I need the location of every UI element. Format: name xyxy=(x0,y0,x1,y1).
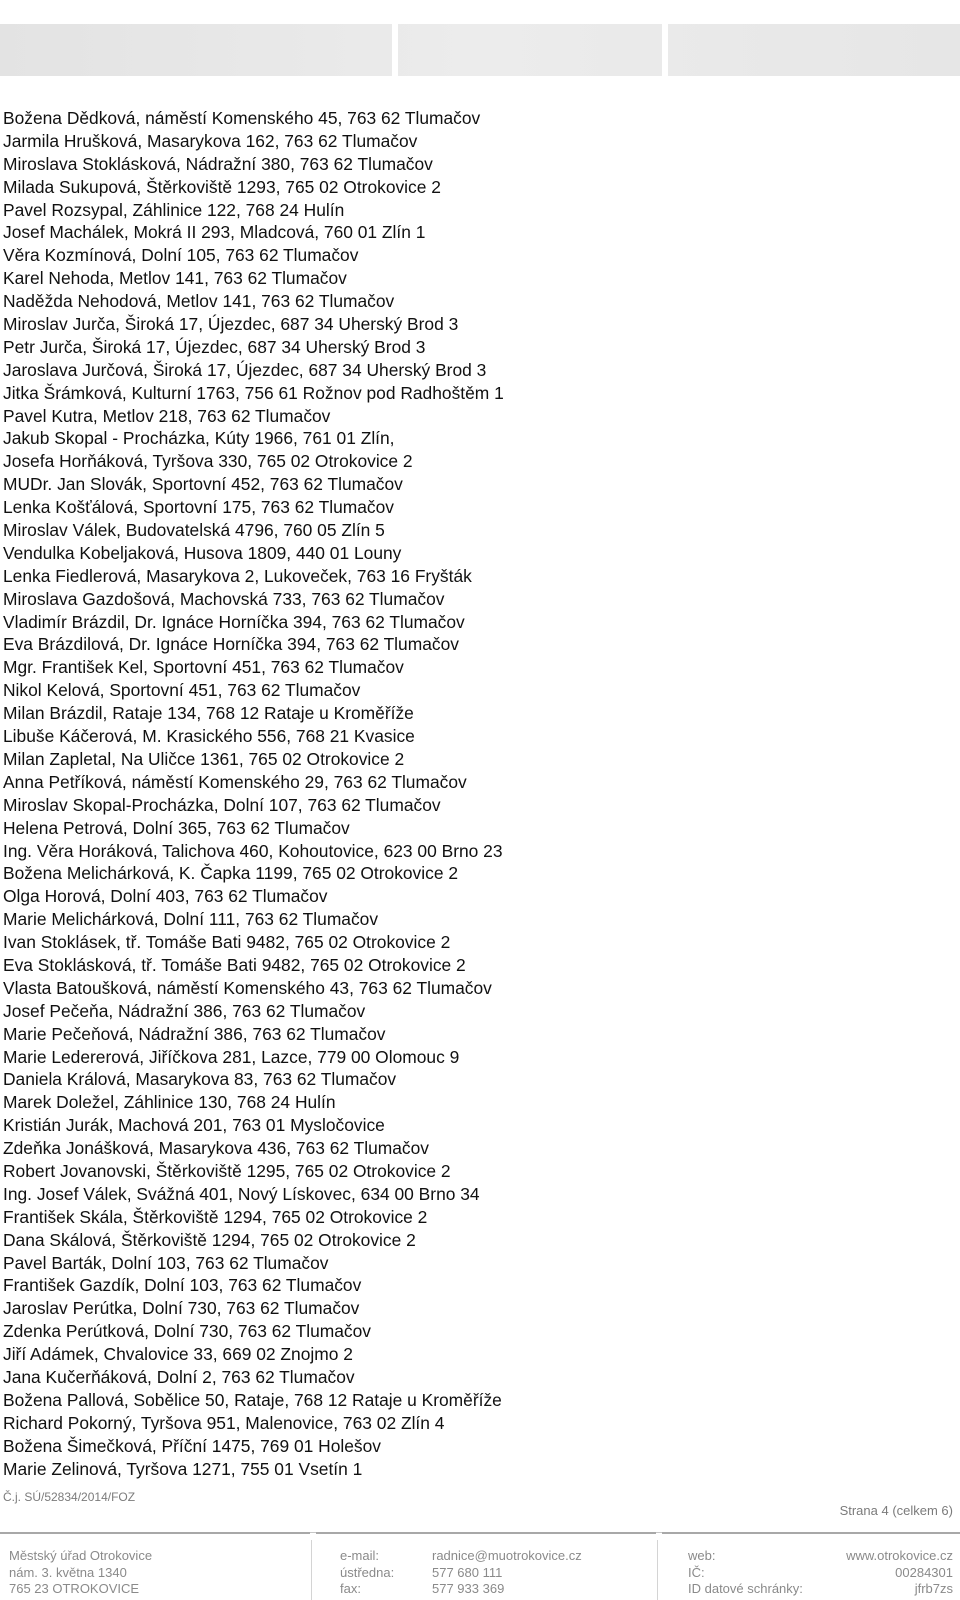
footer-rule-segment xyxy=(316,1532,656,1534)
document-reference: Č.j. SÚ/52834/2014/FOZ xyxy=(3,1490,136,1504)
address-entry: Marie Ledererová, Jiříčkova 281, Lazce, 779 00 Olomouc 9 xyxy=(3,1046,460,1067)
footer-ic-value: 00284301 xyxy=(895,1564,953,1580)
address-entry: Jitka Šrámková, Kulturní 1763, 756 61 Rožnov pod Radhoštěm 1 xyxy=(3,382,504,403)
address-entry: Eva Brázdilová, Dr. Ignáce Horníčka 394, 763 62 Tlumačov xyxy=(3,634,459,655)
address-entry: Anna Petříková, náměstí Komenského 29, 763 62 Tlumačov xyxy=(3,771,467,792)
footer-office-street: nám. 3. května 1340 xyxy=(9,1564,127,1580)
address-entry: Pavel Barták, Dolní 103, 763 62 Tlumačov xyxy=(3,1252,329,1273)
address-entry: Věra Kozmínová, Dolní 105, 763 62 Tlumačov xyxy=(3,245,359,266)
address-entry: Kristián Jurák, Machová 201, 763 01 Mysločovice xyxy=(3,1115,385,1136)
address-entry: Vladimír Brázdil, Dr. Ignáce Horníčka 394, 763 62 Tlumačov xyxy=(3,611,465,632)
footer-rule-segment xyxy=(0,1532,310,1534)
address-entry: František Skála, Štěrkoviště 1294, 765 02 Otrokovice 2 xyxy=(3,1206,428,1227)
address-entry: Zdeňka Jonášková, Masarykova 436, 763 62 Tlumačov xyxy=(3,1138,429,1159)
address-entry: Josef Machálek, Mokrá II 293, Mladcová, 760 01 Zlín 1 xyxy=(3,222,426,243)
address-entry: Dana Skálová, Štěrkoviště 1294, 765 02 Otrokovice 2 xyxy=(3,1229,416,1250)
address-entry: Richard Pokorný, Tyršova 951, Malenovice, 763 02 Zlín 4 xyxy=(3,1412,445,1433)
address-list xyxy=(3,107,504,1480)
footer-phone-value: 577 680 111 xyxy=(432,1564,503,1580)
address-entry: František Gazdík, Dolní 103, 763 62 Tlumačov xyxy=(3,1275,362,1296)
address-entry: Pavel Kutra, Metlov 218, 763 62 Tlumačov xyxy=(3,405,331,426)
address-entry: Miroslav Jurča, Široká 17, Újezdec, 687 34 Uherský Brod 3 xyxy=(3,314,459,335)
footer-databox-value: jfrb7zs xyxy=(914,1581,953,1596)
footer-fax-value: 577 933 369 xyxy=(432,1581,505,1596)
footer-office-city: 765 23 OTROKOVICE xyxy=(9,1581,140,1596)
address-entry: Ivan Stoklásek, tř. Tomáše Bati 9482, 765 02 Otrokovice 2 xyxy=(3,932,451,953)
footer-fax-label: fax: xyxy=(340,1581,361,1596)
footer-contact-values xyxy=(432,1548,582,1598)
address-entry: Helena Petrová, Dolní 365, 763 62 Tlumačov xyxy=(3,817,350,838)
address-entry: Božena Melichárková, K. Čapka 1199, 765 02 Otrokovice 2 xyxy=(3,863,458,884)
address-entry: Pavel Rozsypal, Záhlinice 122, 768 24 Hulín xyxy=(3,199,345,220)
footer-rule-segment xyxy=(662,1532,960,1534)
address-entry: Miroslava Gazdošová, Machovská 733, 763 62 Tlumačov xyxy=(3,588,445,609)
footer-contact-labels xyxy=(340,1548,394,1598)
footer-divider xyxy=(657,1540,658,1600)
address-entry: Jiří Adámek, Chvalovice 33, 669 02 Znojmo 2 xyxy=(3,1344,353,1365)
footer-web-label: web: xyxy=(688,1548,716,1563)
footer-office xyxy=(9,1548,152,1598)
address-entry: MUDr. Jan Slovák, Sportovní 452, 763 62 Tlumačov xyxy=(3,474,403,495)
footer-email-link[interactable]: radnice@muotrokovice.cz xyxy=(432,1548,582,1563)
address-entry: Milan Zapletal, Na Uličce 1361, 765 02 Otrokovice 2 xyxy=(3,748,405,769)
address-entry: Božena Pallová, Sobělice 50, Rataje, 768 12 Rataje u Kroměříže xyxy=(3,1389,502,1410)
address-entry: Vendulka Kobeljaková, Husova 1809, 440 01 Louny xyxy=(3,542,402,563)
address-entry: Milan Brázdil, Rataje 134, 768 12 Rataje u Kroměříže xyxy=(3,703,414,724)
address-entry: Jana Kučerňáková, Dolní 2, 763 62 Tlumačov xyxy=(3,1366,355,1387)
address-entry: Lenka Fiedlerová, Masarykova 2, Lukoveček, 763 16 Fryšták xyxy=(3,565,472,586)
address-entry: Miroslav Skopal-Procházka, Dolní 107, 763 62 Tlumačov xyxy=(3,794,441,815)
footer-info-values xyxy=(846,1548,953,1598)
address-entry: Jaroslav Perútka, Dolní 730, 763 62 Tlumačov xyxy=(3,1298,360,1319)
footer-info-labels xyxy=(688,1548,803,1598)
footer-ic-label: IČ: xyxy=(688,1564,705,1580)
address-entry: Božena Šimečková, Příční 1475, 769 01 Holešov xyxy=(3,1435,381,1456)
address-entry: Marie Zelinová, Tyršova 1271, 755 01 Vsetín 1 xyxy=(3,1458,363,1479)
address-entry: Ing. Josef Válek, Svážná 401, Nový Lískovec, 634 00 Brno 34 xyxy=(3,1183,480,1204)
address-entry: Marie Pečeňová, Nádražní 386, 763 62 Tlumačov xyxy=(3,1023,386,1044)
address-entry: Daniela Králová, Masarykova 83, 763 62 Tlumačov xyxy=(3,1069,397,1090)
address-entry: Josefa Horňáková, Tyršova 330, 765 02 Otrokovice 2 xyxy=(3,451,413,472)
footer-office-name: Městský úřad Otrokovice xyxy=(9,1548,153,1563)
header-band-gap xyxy=(662,24,668,76)
address-entry: Naděžda Nehodová, Metlov 141, 763 62 Tlumačov xyxy=(3,291,395,312)
address-entry: Olga Horová, Dolní 403, 763 62 Tlumačov xyxy=(3,886,328,907)
address-entry: Lenka Košťálová, Sportovní 175, 763 62 Tlumačov xyxy=(3,497,394,518)
footer-email-label: e-mail: xyxy=(340,1548,380,1563)
address-entry: Petr Jurča, Široká 17, Újezdec, 687 34 Uherský Brod 3 xyxy=(3,336,426,357)
address-entry: Miroslava Stoklásková, Nádražní 380, 763 62 Tlumačov xyxy=(3,153,433,174)
address-entry: Libuše Káčerová, M. Krasického 556, 768 21 Kvasice xyxy=(3,726,415,747)
address-entry: Zdenka Perútková, Dolní 730, 763 62 Tlumačov xyxy=(3,1321,371,1342)
page-number: Strana 4 (celkem 6) xyxy=(839,1503,953,1518)
footer-divider xyxy=(311,1540,312,1600)
footer-rule xyxy=(0,1532,960,1533)
address-entry: Robert Jovanovski, Štěrkoviště 1295, 765 02 Otrokovice 2 xyxy=(3,1160,451,1181)
address-entry: Jaroslava Jurčová, Široká 17, Újezdec, 687 34 Uherský Brod 3 xyxy=(3,359,487,380)
footer-phone-label: ústředna: xyxy=(340,1564,395,1580)
header-band xyxy=(0,24,960,76)
address-entry: Karel Nehoda, Metlov 141, 763 62 Tlumačov xyxy=(3,268,347,289)
address-entry: Milada Sukupová, Štěrkoviště 1293, 765 02 Otrokovice 2 xyxy=(3,176,441,197)
footer-web-link[interactable]: www.otrokovice.cz xyxy=(846,1548,953,1563)
address-entry: Božena Dědková, náměstí Komenského 45, 763 62 Tlumačov xyxy=(3,108,481,128)
address-entry: Eva Stoklásková, tř. Tomáše Bati 9482, 765 02 Otrokovice 2 xyxy=(3,954,466,975)
address-entry: Nikol Kelová, Sportovní 451, 763 62 Tlumačov xyxy=(3,680,361,701)
footer-databox-label: ID datové schránky: xyxy=(688,1581,803,1596)
address-entry: Miroslav Válek, Budovatelská 4796, 760 05 Zlín 5 xyxy=(3,520,385,541)
address-entry: Marie Melichárková, Dolní 111, 763 62 Tlumačov xyxy=(3,909,379,930)
address-entry: Marek Doležel, Záhlinice 130, 768 24 Hulín xyxy=(3,1092,336,1113)
address-entry: Mgr. František Kel, Sportovní 451, 763 62 Tlumačov xyxy=(3,657,404,678)
address-entry: Vlasta Batoušková, náměstí Komenského 43, 763 62 Tlumačov xyxy=(3,977,492,998)
header-band-gap xyxy=(392,24,398,76)
address-entry: Jakub Skopal - Procházka, Kúty 1966, 761 01 Zlín, xyxy=(3,428,395,449)
address-entry: Ing. Věra Horáková, Talichova 460, Kohoutovice, 623 00 Brno 23 xyxy=(3,840,503,861)
address-entry: Josef Pečeňa, Nádražní 386, 763 62 Tlumačov xyxy=(3,1000,366,1021)
address-entry: Jarmila Hrušková, Masarykova 162, 763 62 Tlumačov xyxy=(3,130,418,151)
